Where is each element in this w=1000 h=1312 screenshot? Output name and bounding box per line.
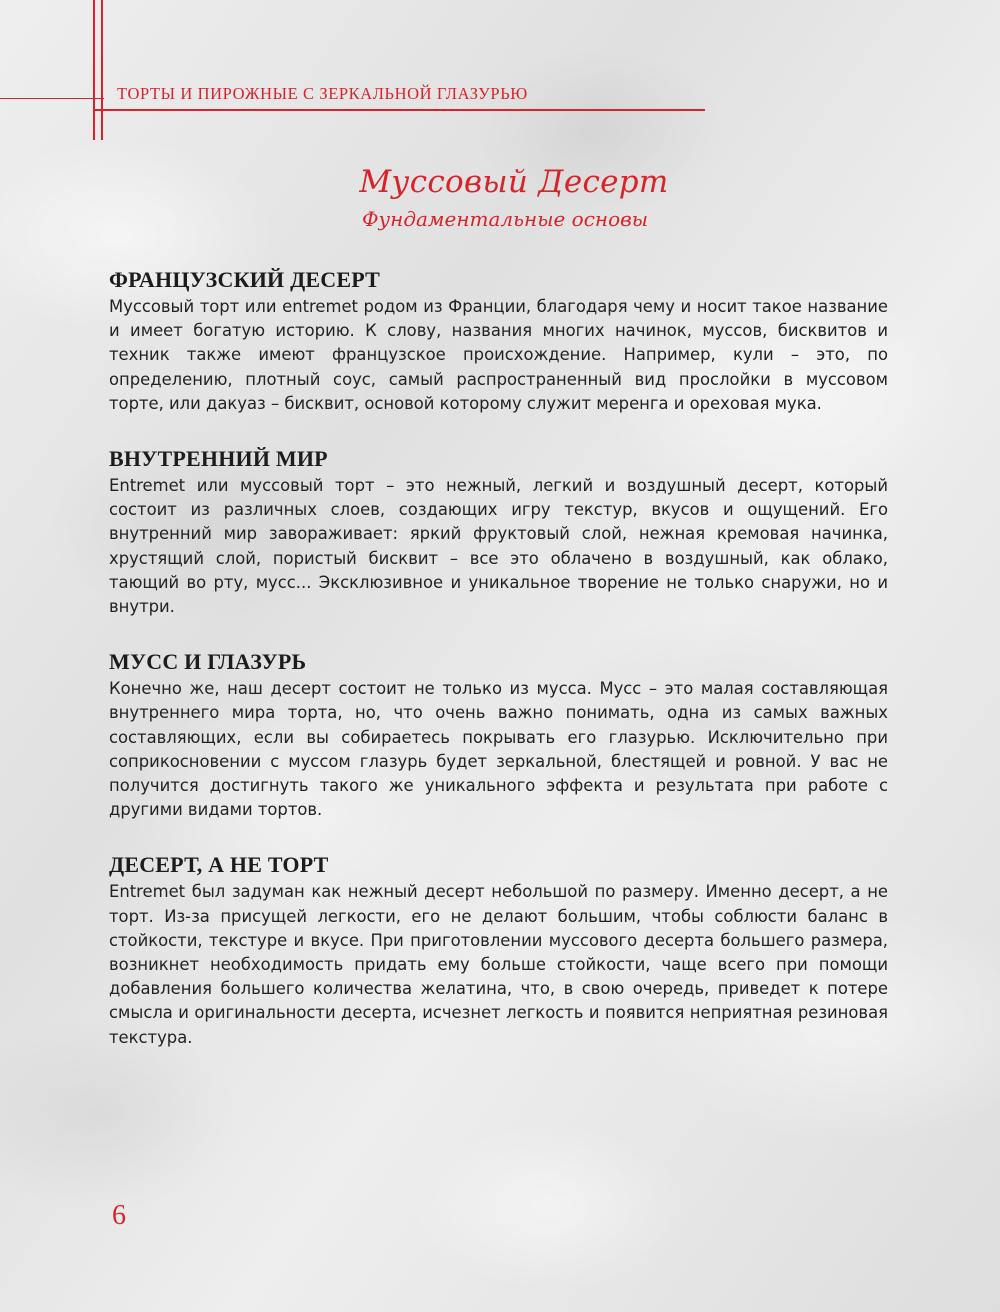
section-heading: ФРАНЦУЗСКИЙ ДЕСЕРТ (109, 267, 381, 292)
section-paragraph: Конечно же, наш десерт состоит не только из мусса. Мусс – это малая составляющая внутреннего мира торта, но, что очень важно понимать, одна из самых важных составляющих, если вы собираетесь покрывать его глазурью. Исключительно при соприкосновении с муссом глазурь будет зеркальной, блестящей и ровной. У вас не получится достигнуть такого же уникального эффекта и результата при работе с другими видами тортов. (109, 679, 888, 820)
chapter-title-main: Муссовый Десерт (359, 164, 669, 200)
section-paragraph: Entremet был задуман как нежный десерт небольшой по размеру. Именно десерт, а не торт. Из-за присущей легкости, его не делают большим, чтобы соблюсти баланс в стойкости, текстуре и вкусе. При приготовлении муссового десерта большего размера, возникнет необходимость придать ему больше стойкости, чаще всего при помощи добавления большего количества желатина, что, в свою очередь, приведет к потере смысла и оригинальности десерта, исчезнет легкость и появится неприятная резиновая текстура. (109, 882, 888, 1047)
chapter-subtitle: Фундаментальные основы (361, 207, 649, 231)
section-french-dessert (109, 265, 888, 416)
section-paragraph: Муссовый торт или entremet родом из Франции, благодаря чему и носит такое название и имеет богатую историю. К слову, названия многих начинок, муссов, бисквитов и техник также имеют французское происхождение. Например, кули – это, по определению, плотный соус, самый распространенный вид прослойки в муссовом торте, или дакуаз – бисквит, основой которому служит меренга и ореховая мука. (109, 297, 888, 413)
page-number: 6 (112, 1200, 126, 1231)
section-heading: ВНУТРЕННИЙ МИР (109, 446, 328, 472)
section-dessert-not-cake (109, 850, 888, 1049)
corner-guide-line-horizontal (0, 98, 104, 99)
section-heading: ДЕСЕРТ, А НЕ ТОРТ (109, 852, 329, 878)
article-body (109, 265, 888, 1078)
running-head: ТОРТЫ И ПИРОЖНЫЕ С ЗЕРКАЛЬНОЙ ГЛАЗУРЬЮ (117, 84, 528, 103)
header-rule (93, 109, 705, 111)
chapter-title (300, 160, 700, 234)
section-inner-world (109, 444, 888, 619)
corner-guide-line-vertical (93, 0, 95, 140)
section-paragraph: Entremet или муссовый торт – это нежный, легкий и воздушный десерт, который состоит из различных слоев, создающих игру текстур, вкусов и ощущений. Его внутренний мир завораживает: яркий фруктовый слой, нежная кремовая начинка, хрустящий слой, пористый бисквит – все это облачено в воздушный, как облако, тающий во рту, мусс... Эксклюзивное и уникальное творение не только снаружи, но и внутри. (109, 476, 888, 617)
corner-guide-line-vertical (101, 0, 103, 140)
section-heading: МУСС И ГЛАЗУРЬ (109, 649, 307, 675)
section-mousse-and-glaze (109, 647, 888, 822)
